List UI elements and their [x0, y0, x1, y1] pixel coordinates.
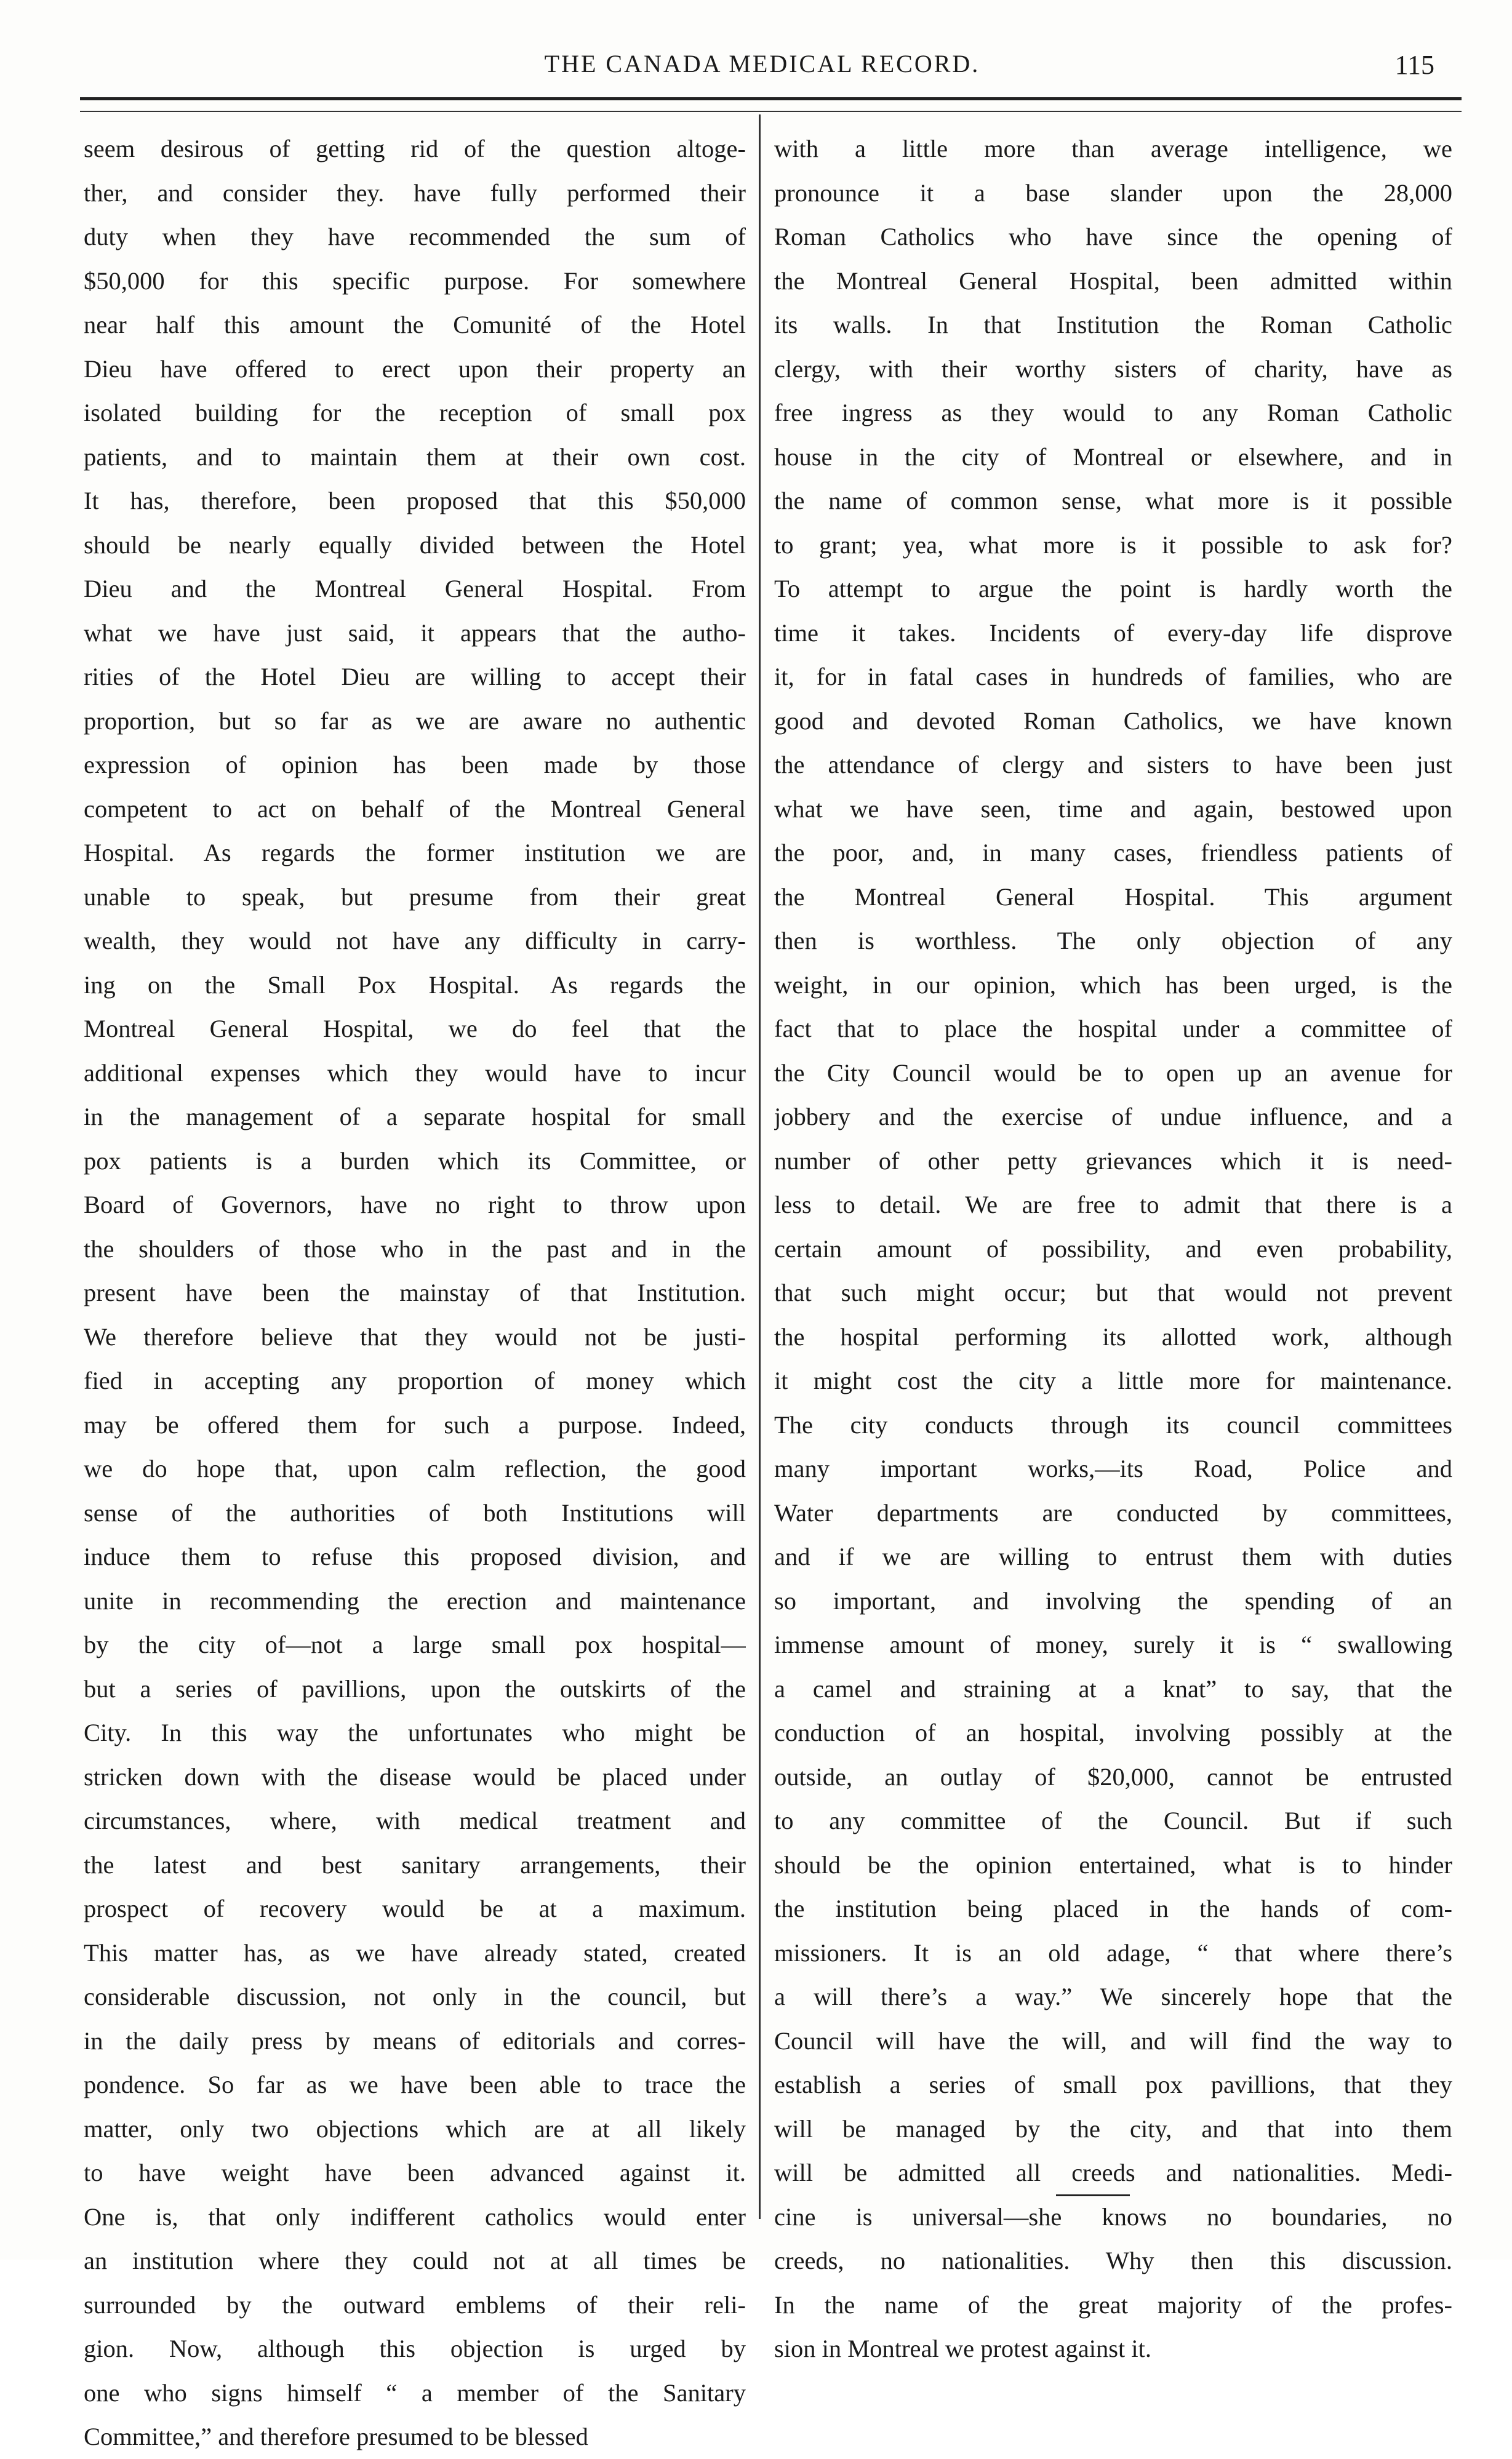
text-line: One is, that only indifferent catholics would enter: [84, 2202, 746, 2231]
text-line: present have been the mainstay of that Institution.: [84, 1279, 746, 1306]
text-line: surrounded by the outward emblems of their reli-: [84, 2290, 746, 2319]
text-line: pronounce it a base slander upon the 28,000: [774, 178, 1452, 207]
article-end-rule: [1056, 2194, 1130, 2196]
text-line: weight, in our opinion, which has been urged, is the: [774, 970, 1452, 999]
text-line: induce them to refuse this proposed division, and: [84, 1543, 746, 1570]
text-line: a will there’s a way.” We sincerely hope that the: [774, 1983, 1452, 2010]
text-line: isolated building for the reception of small pox: [84, 399, 746, 426]
text-line: proportion, but so far as we are aware no authentic: [84, 706, 746, 735]
text-line: creeds, no nationalities. Why then this discussion.: [774, 2247, 1452, 2274]
text-line: certain amount of possibility, and even probability,: [774, 1234, 1452, 1263]
text-line: pox patients is a burden which its Committee, or: [84, 1146, 746, 1175]
text-line: fact that to place the hospital under a committee of: [774, 1015, 1452, 1042]
text-line: we do hope that, upon calm reflection, the good: [84, 1455, 746, 1482]
text-line: but a series of pavillions, upon the outskirts of the: [84, 1674, 746, 1703]
text-line: In the name of the great majority of the profes-: [774, 2290, 1452, 2319]
text-line: additional expenses which they would have to incur: [84, 1058, 746, 1087]
text-line: the latest and best sanitary arrangements, their: [84, 1850, 746, 1879]
text-line: establish a series of small pox pavillions, that they: [774, 2071, 1452, 2098]
text-line: fied in accepting any proportion of money which: [84, 1367, 746, 1394]
text-line: and if we are willing to entrust them with duties: [774, 1543, 1452, 1570]
text-line: the attendance of clergy and sisters to have been just: [774, 751, 1452, 778]
text-line: We therefore believe that they would not be justi-: [84, 1322, 746, 1351]
text-line: This matter has, as we have already stated, created: [84, 1938, 746, 1967]
text-line: with a little more than average intelligence, we: [774, 135, 1452, 162]
text-line: conduction of an hospital, involving possibly at the: [774, 1719, 1452, 1746]
text-line: City. In this way the unfortunates who might be: [84, 1719, 746, 1746]
text-line: patients, and to maintain them at their own cost.: [84, 442, 746, 471]
text-line: the institution being placed in the hands of com-: [774, 1895, 1452, 1922]
text-line: in the daily press by means of editorials and corres-: [84, 2026, 746, 2055]
text-line: the name of common sense, what more is it possible: [774, 487, 1452, 514]
text-line: duty when they have recommended the sum of: [84, 223, 746, 250]
text-line: matter, only two objections which are at all likely: [84, 2114, 746, 2143]
text-line: ing on the Small Pox Hospital. As regards the: [84, 970, 746, 999]
text-line: so important, and involving the spending of an: [774, 1586, 1452, 1615]
text-line: then is worthless. The only objection of any: [774, 927, 1452, 954]
text-line: Committee,” and therefore presumed to be blessed: [84, 2423, 588, 2450]
left-column: [84, 127, 746, 2459]
text-line: Dieu have offered to erect upon their property an: [84, 354, 746, 383]
text-line: what we have just said, it appears that the autho-: [84, 618, 746, 647]
column-divider: [759, 114, 761, 2219]
page-number: 115: [1394, 50, 1434, 80]
text-line: the Montreal General Hospital. This argument: [774, 882, 1452, 911]
text-line: expression of opinion has been made by those: [84, 751, 746, 778]
text-line: Roman Catholics who have since the opening of: [774, 223, 1452, 250]
text-line: Montreal General Hospital, we do feel that the: [84, 1015, 746, 1042]
text-line: an institution where they could not at all times be: [84, 2247, 746, 2274]
text-line: Board of Governors, have no right to throw upon: [84, 1191, 746, 1218]
text-line: the City Council would be to open up an avenue for: [774, 1058, 1452, 1087]
text-line: missioners. It is an old adage, “ that where there’s: [774, 1938, 1452, 1967]
text-line: The city conducts through its council committees: [774, 1410, 1452, 1439]
journal-title: THE CANADA MEDICAL RECORD.: [544, 50, 980, 78]
text-line: Council will have the will, and will find the way to: [774, 2026, 1452, 2055]
text-line: Water departments are conducted by committees,: [774, 1498, 1452, 1527]
text-line: considerable discussion, not only in the council, but: [84, 1983, 746, 2010]
text-line: prospect of recovery would be at a maximum.: [84, 1895, 746, 1922]
text-line: to grant; yea, what more is it possible to ask for?: [774, 530, 1452, 559]
text-line: free ingress as they would to any Roman Catholic: [774, 399, 1452, 426]
text-line: may be offered them for such a purpose. Indeed,: [84, 1410, 746, 1439]
text-line: will be admitted all creeds and nationalities. Medi-: [774, 2159, 1452, 2186]
header-rule-thin: [80, 111, 1462, 112]
running-head: [74, 49, 1450, 89]
text-line: Hospital. As regards the former institution we are: [84, 839, 746, 866]
text-line: immense amount of money, surely it is “ swallowing: [774, 1631, 1452, 1658]
text-line: unite in recommending the erection and maintenance: [84, 1586, 746, 1615]
text-line: it, for in fatal cases in hundreds of families, who are: [774, 663, 1452, 690]
text-line: that such might occur; but that would not prevent: [774, 1279, 1452, 1306]
text-line: pondence. So far as we have been able to trace the: [84, 2071, 746, 2098]
text-line: stricken down with the disease would be placed under: [84, 1762, 746, 1791]
text-line: outside, an outlay of $20,000, cannot be entrusted: [774, 1762, 1452, 1791]
text-line: a camel and straining at a knat” to say, that the: [774, 1674, 1452, 1703]
text-line: good and devoted Roman Catholics, we have known: [774, 706, 1452, 735]
text-line: unable to speak, but presume from their great: [84, 882, 746, 911]
text-line: jobbery and the exercise of undue influence, and a: [774, 1103, 1452, 1130]
header-rule-thick: [80, 97, 1462, 100]
text-line: should be nearly equally divided between the Hotel: [84, 530, 746, 559]
text-line: what we have seen, time and again, bestowed upon: [774, 794, 1452, 823]
text-line: its walls. In that Institution the Roman Catholic: [774, 311, 1452, 338]
text-line: the poor, and, in many cases, friendless patients of: [774, 839, 1452, 866]
text-line: clergy, with their worthy sisters of charity, have as: [774, 354, 1452, 383]
text-line: many important works,—its Road, Police and: [774, 1455, 1452, 1482]
text-line: by the city of—not a large small pox hospital—: [84, 1631, 746, 1658]
text-line: to have weight have been advanced against it.: [84, 2159, 746, 2186]
text-line: To attempt to argue the point is hardly worth the: [774, 575, 1452, 602]
text-line: less to detail. We are free to admit that there is a: [774, 1191, 1452, 1218]
text-line: wealth, they would not have any difficulty in carry-: [84, 927, 746, 954]
text-line: competent to act on behalf of the Montreal General: [84, 794, 746, 823]
text-line: to any committee of the Council. But if such: [774, 1807, 1452, 1834]
text-line: time it takes. Incidents of every-day life disprove: [774, 618, 1452, 647]
text-line: the hospital performing its allotted work, although: [774, 1322, 1452, 1351]
text-line: ther, and consider they. have fully performed their: [84, 178, 746, 207]
text-line: cine is universal—she knows no boundaries, no: [774, 2202, 1452, 2231]
text-line: seem desirous of getting rid of the question altoge-: [84, 135, 746, 162]
text-line: rities of the Hotel Dieu are willing to accept their: [84, 663, 746, 690]
text-line: sion in Montreal we protest against it.: [774, 2335, 1152, 2362]
text-line: the shoulders of those who in the past and in the: [84, 1234, 746, 1263]
text-line: house in the city of Montreal or elsewhere, and in: [774, 442, 1452, 471]
text-line: will be managed by the city, and that into them: [774, 2114, 1452, 2143]
text-line: near half this amount the Comunité of the Hotel: [84, 311, 746, 338]
text-line: the Montreal General Hospital, been admitted within: [774, 266, 1452, 295]
text-line: It has, therefore, been proposed that this $50,000: [84, 487, 746, 514]
text-line: should be the opinion entertained, what is to hinder: [774, 1850, 1452, 1879]
text-line: Dieu and the Montreal General Hospital. From: [84, 575, 746, 602]
text-line: $50,000 for this specific purpose. For somewhere: [84, 266, 746, 295]
text-line: number of other petty grievances which it is need-: [774, 1146, 1452, 1175]
text-line: one who signs himself “ a member of the Sanitary: [84, 2378, 746, 2407]
text-line: in the management of a separate hospital for small: [84, 1103, 746, 1130]
right-column: [774, 127, 1452, 2371]
text-line: circumstances, where, with medical treatment and: [84, 1807, 746, 1834]
text-line: it might cost the city a little more for maintenance.: [774, 1367, 1452, 1394]
text-line: gion. Now, although this objection is urged by: [84, 2335, 746, 2362]
text-line: sense of the authorities of both Institutions will: [84, 1498, 746, 1527]
